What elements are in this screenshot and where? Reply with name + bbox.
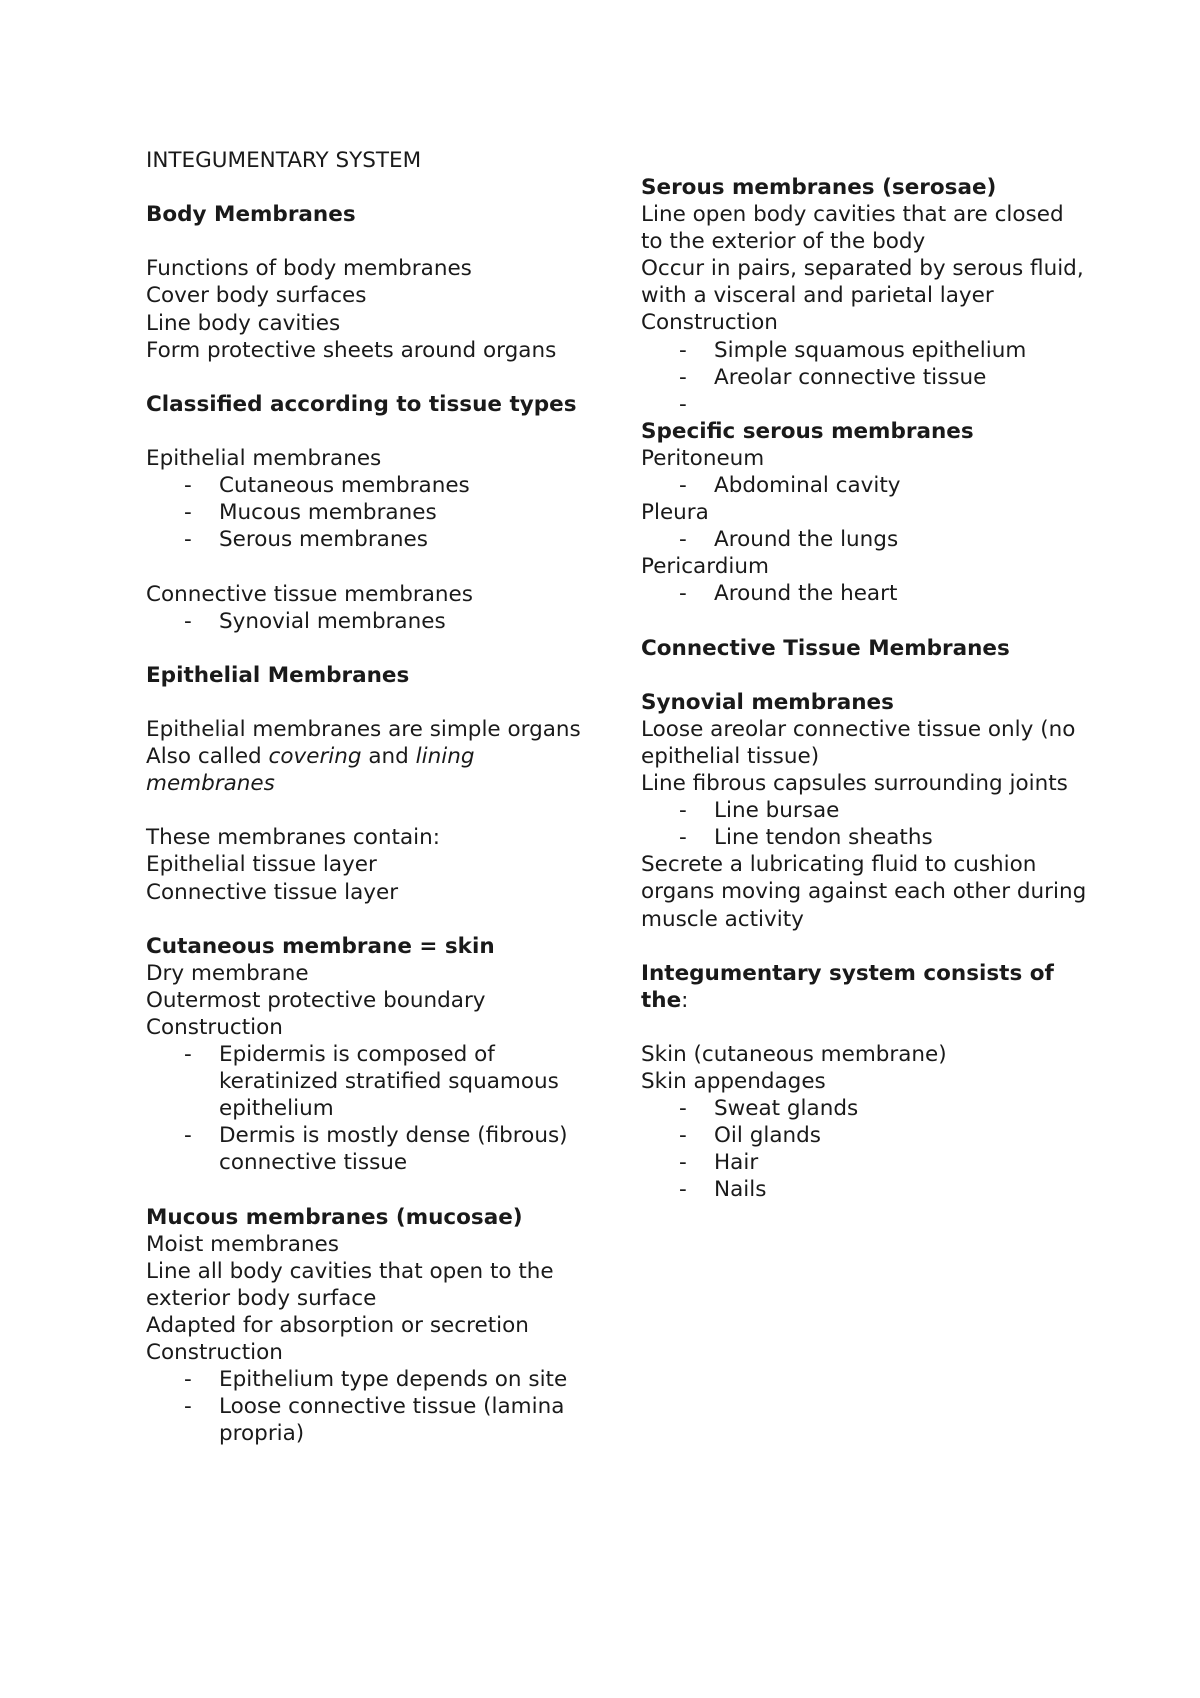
connective-types-list: [146, 608, 586, 635]
list-item: - Synovial membranes: [146, 608, 586, 635]
list-item: - Line bursae: [641, 797, 1091, 824]
heading-body-membranes: Body Membranes: [146, 202, 356, 228]
list-item: - Loose connective tissue (lamina propria): [146, 1393, 586, 1447]
synovial-line: Line fibrous capsules surrounding joints: [641, 771, 1068, 797]
right-column: [641, 174, 1094, 1204]
synovial-line: Loose areolar connective tissue only (no epithelial tissue): [641, 716, 1083, 769]
peritoneum-list: [641, 472, 1091, 499]
mucous-line: Moist membranes: [146, 1231, 339, 1257]
also-prefix: Also called: [146, 744, 269, 770]
serous-construction-list: [641, 337, 1091, 418]
membrane-name: Pleura: [641, 500, 709, 526]
function-line: Form protective sheets around organs: [146, 337, 557, 363]
list-item: - Mucous membranes: [146, 499, 586, 526]
integ-line: Skin (cutaneous membrane): [641, 1042, 947, 1067]
function-line: Cover body surfaces: [146, 283, 367, 309]
heading-specific-serous: Specific serous membranes: [641, 418, 974, 444]
list-item: - Sweat glands: [641, 1095, 1091, 1122]
also-em-lining: lining membranes: [146, 744, 482, 797]
left-column: [146, 147, 586, 1448]
integ-heading-bold: Integumentary system consists of the: [641, 960, 1062, 1013]
list-item: - Epidermis is composed of keratinized stratified squamous epithelium: [146, 1041, 586, 1122]
membrane-name: Pericardium: [641, 554, 769, 580]
function-line: Line body cavities: [146, 310, 341, 336]
contain-label: These membranes contain:: [146, 825, 440, 851]
heading-connective-tissue-membranes: Connective Tissue Membranes: [641, 635, 1010, 661]
heading-mucous: Mucous membranes (mucosae): [146, 1204, 523, 1230]
membrane-name: Peritoneum: [641, 445, 765, 471]
synovial-list: [641, 797, 1091, 851]
appendages-list: [641, 1095, 1091, 1203]
serous-line: Construction: [641, 310, 778, 336]
serous-line: Line open body cavities that are closed to the exterior of the body: [641, 202, 1071, 255]
list-item: - Epithelium type depends on site: [146, 1366, 586, 1393]
heading-cutaneous: Cutaneous membrane = skin: [146, 933, 495, 959]
list-item: - Serous membranes: [146, 526, 586, 553]
epithelial-types-list: [146, 472, 586, 553]
list-item: - Line tendon sheaths: [641, 824, 1091, 851]
heading-classified: Classified according to tissue types: [146, 391, 577, 417]
list-item: - Hair: [641, 1149, 1091, 1176]
document-title: INTEGUMENTARY SYSTEM: [146, 148, 422, 173]
heading-integumentary-consists: [641, 960, 1091, 1014]
mucous-construction-list: [146, 1366, 586, 1447]
heading-serous: Serous membranes (serosae): [641, 175, 997, 200]
cutaneous-line: Outermost protective boundary: [146, 987, 486, 1013]
integ-line: Skin appendages: [641, 1069, 826, 1095]
list-item: - Dermis is mostly dense (fibrous) connective tissue: [146, 1122, 586, 1176]
cutaneous-construction-list: [146, 1041, 586, 1176]
pericardium-list: [641, 580, 1091, 607]
also-and: and: [361, 744, 416, 770]
cutaneous-line: Dry membrane: [146, 960, 309, 986]
contain-line: Connective tissue layer: [146, 879, 399, 905]
mucous-line: Adapted for absorption or secretion: [146, 1313, 529, 1339]
list-item: - Around the heart: [641, 580, 1091, 607]
list-item: - Simple squamous epithelium: [641, 337, 1091, 364]
also-called-line: [146, 743, 586, 797]
heading-epithelial-membranes: Epithelial Membranes: [146, 662, 410, 688]
pleura-list: [641, 526, 1091, 553]
cutaneous-line: Construction: [146, 1015, 283, 1040]
epithelial-line: Epithelial membranes are simple organs: [146, 716, 581, 742]
mucous-line: Construction: [146, 1340, 283, 1366]
also-em-covering: covering: [268, 744, 362, 770]
list-item: - Abdominal cavity: [641, 472, 1091, 499]
contain-line: Epithelial tissue layer: [146, 852, 377, 878]
synovial-after: Secrete a lubricating fluid to cushion organs moving against each other during muscle activity: [641, 852, 1094, 932]
mucous-line: Line all body cavities that open to the exterior body surface: [146, 1258, 561, 1311]
heading-synovial: Synovial membranes: [641, 689, 894, 715]
integ-heading-suffix: :: [681, 987, 689, 1013]
list-item: - Cutaneous membranes: [146, 472, 586, 499]
epithelial-membranes-label: Epithelial membranes: [146, 446, 382, 472]
list-item: - Oil glands: [641, 1122, 1091, 1149]
connective-membranes-label: Connective tissue membranes: [146, 581, 473, 607]
list-item-empty: [641, 391, 1091, 418]
list-item: - Areolar connective tissue: [641, 364, 1091, 391]
functions-label: Functions of body membranes: [146, 256, 472, 282]
list-item: - Around the lungs: [641, 526, 1091, 553]
serous-line: Occur in pairs, separated by serous fluid, with a visceral and parietal layer: [641, 256, 1091, 309]
list-item: - Nails: [641, 1176, 1091, 1203]
